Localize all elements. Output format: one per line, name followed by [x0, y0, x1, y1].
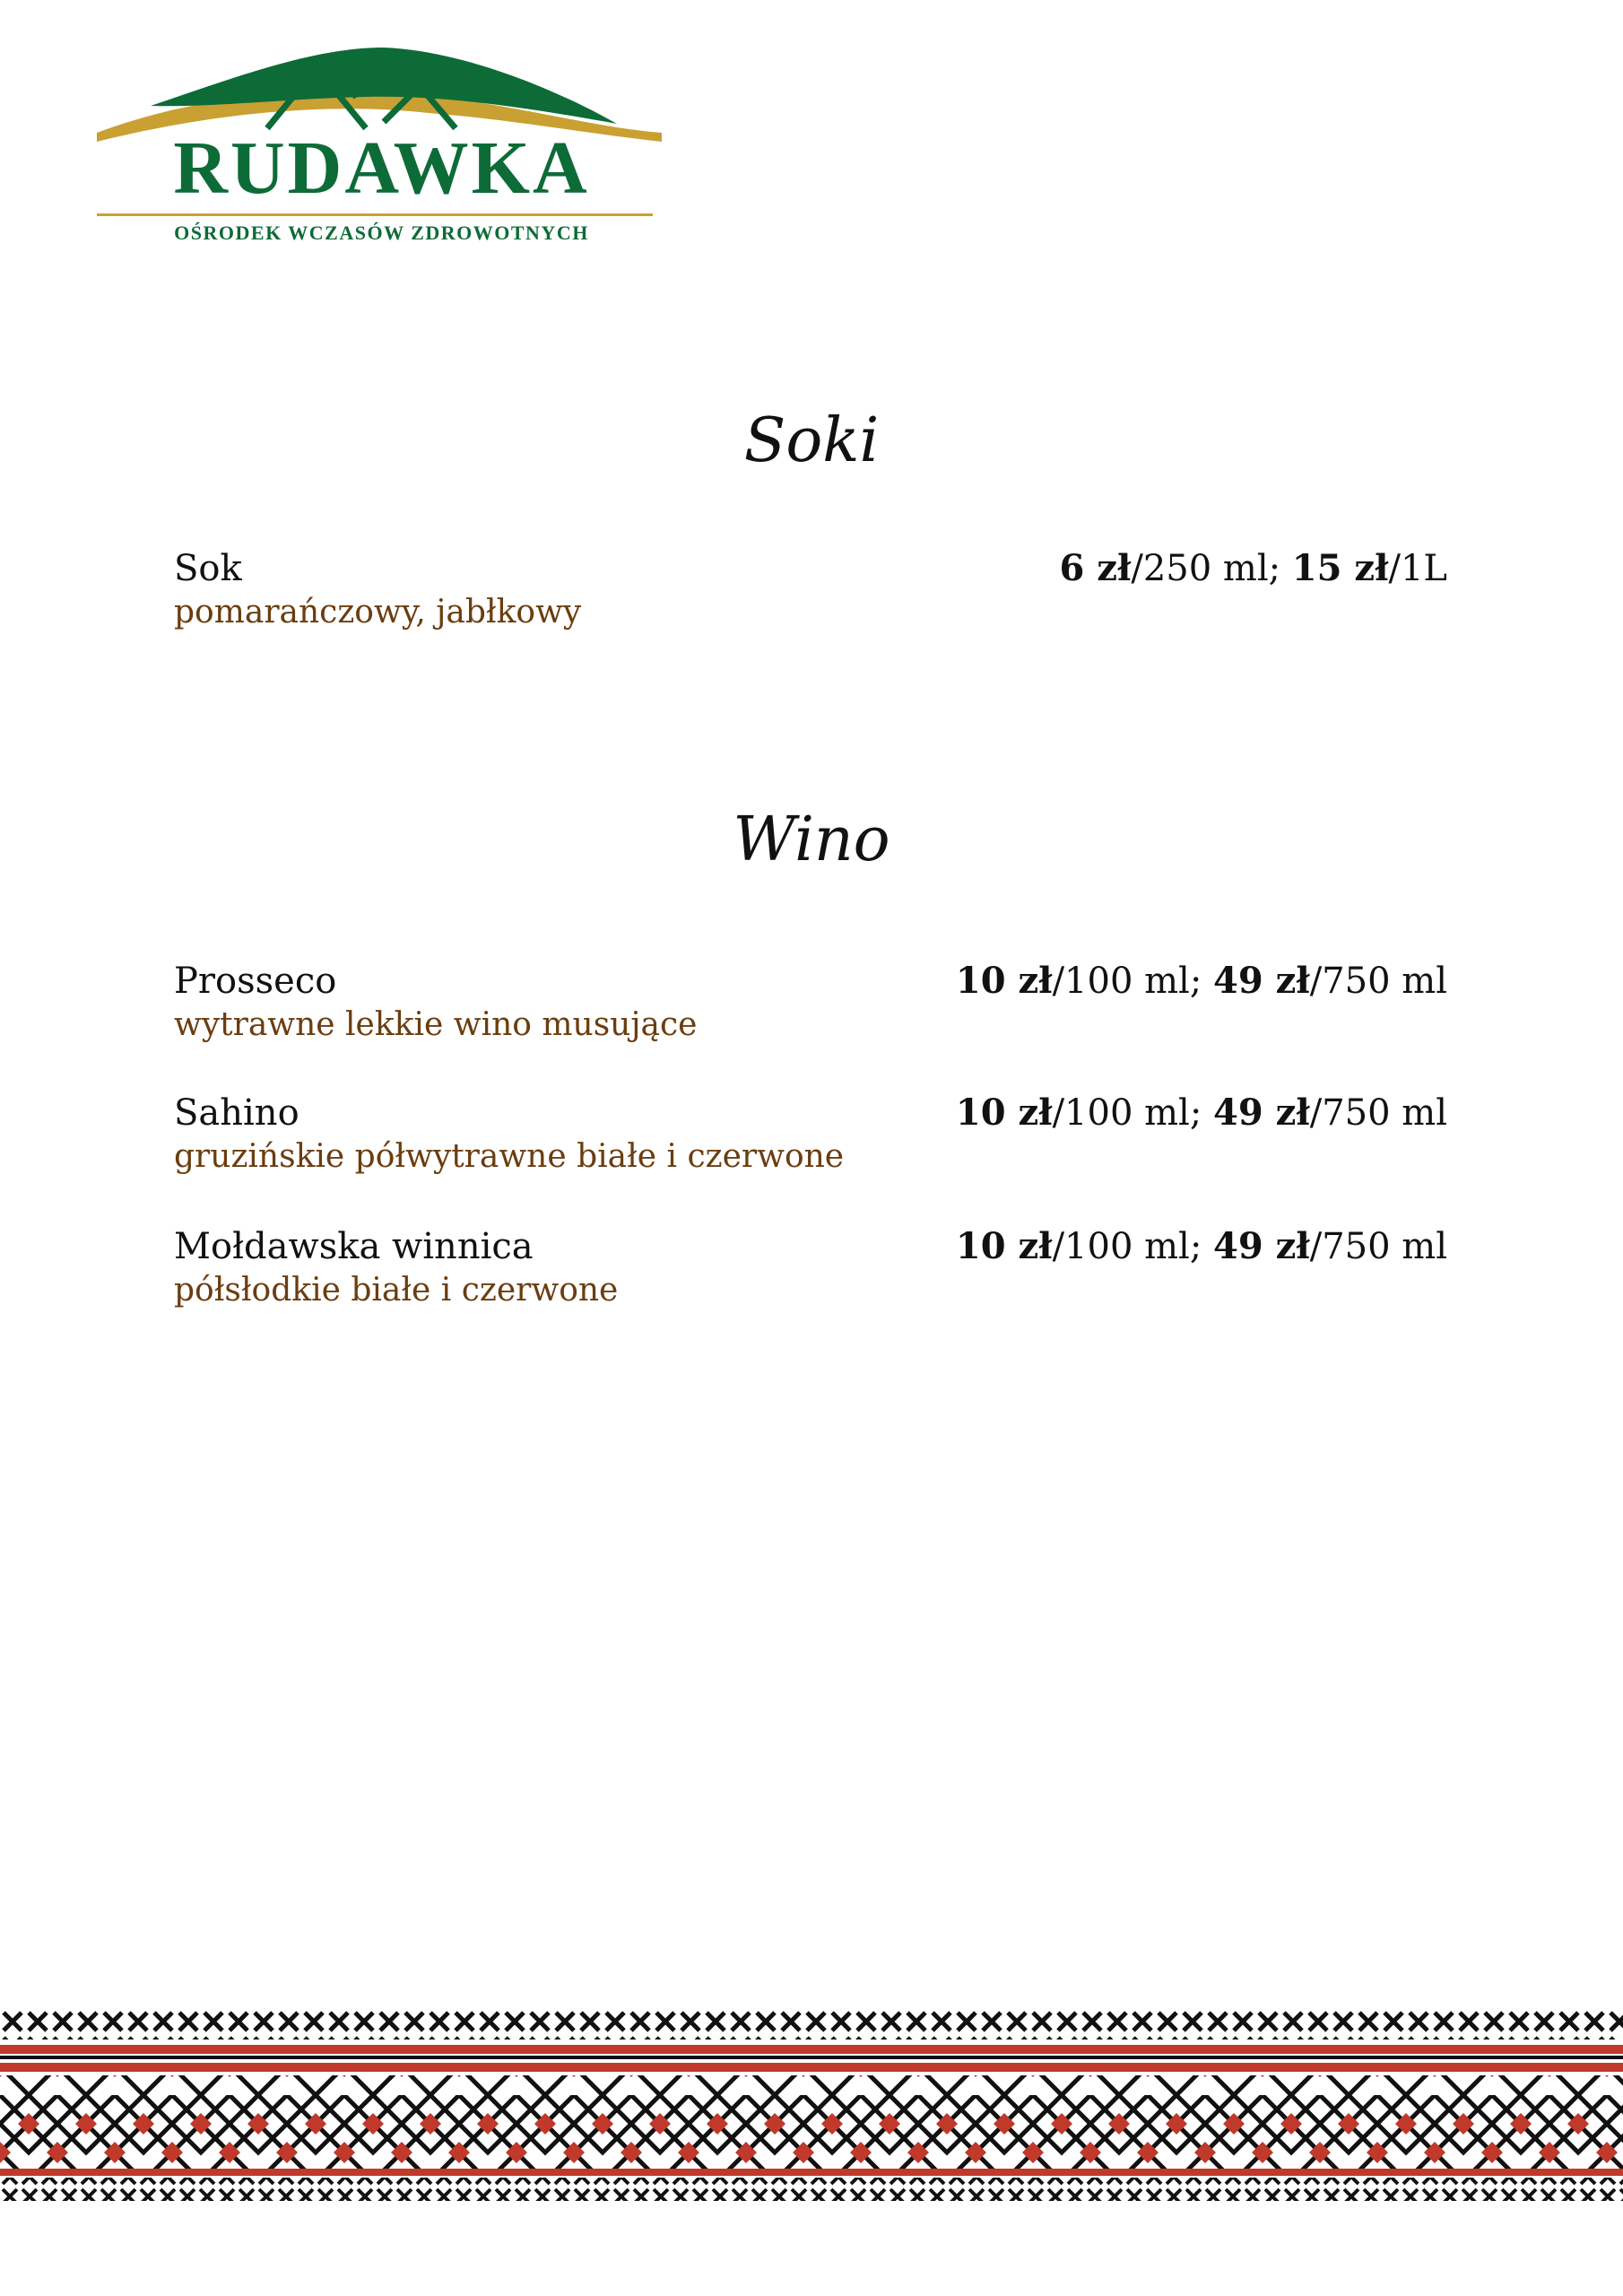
price-large: 49 zł — [1213, 1091, 1310, 1134]
unit-large: /1L — [1388, 548, 1447, 589]
menu-item — [174, 547, 1447, 632]
unit-small: /100 ml; — [1052, 961, 1214, 1002]
item-price — [956, 960, 1447, 1003]
unit-small: /100 ml; — [1052, 1226, 1214, 1267]
item-price — [1059, 547, 1447, 590]
item-name: Sok — [174, 548, 242, 589]
logo-name: RUDAWKA — [173, 126, 590, 210]
section-title-wino: Wino — [733, 804, 890, 875]
price-large: 15 zł — [1291, 547, 1389, 589]
embroidery-border — [0, 2009, 1623, 2206]
item-description: pomarańczowy, jabłkowy — [174, 594, 582, 631]
menu-item — [174, 1225, 1447, 1310]
price-large: 49 zł — [1213, 1225, 1310, 1267]
menu-item — [174, 960, 1447, 1045]
unit-large: /750 ml — [1309, 1226, 1447, 1267]
logo-subtitle: OŚRODEK WCZASÓW ZDROWOTNYCH — [174, 222, 589, 244]
item-description: gruzińskie półwytrawne białe i czerwone — [174, 1138, 845, 1175]
unit-large: /750 ml — [1309, 961, 1447, 1002]
unit-small: /250 ml; — [1131, 548, 1292, 589]
section-title-soki: Soki — [743, 405, 880, 476]
item-name: Sahino — [174, 1092, 299, 1134]
price-small: 10 zł — [955, 1225, 1053, 1267]
price-small: 10 zł — [955, 960, 1053, 1002]
menu-item — [174, 1091, 1447, 1177]
item-price — [956, 1091, 1447, 1135]
logo — [97, 43, 662, 254]
item-name: Prosseco — [174, 961, 337, 1002]
price-small: 6 zł — [1059, 547, 1132, 589]
item-description: wytrawne lekkie wino musujące — [174, 1006, 698, 1043]
item-name: Mołdawska winnica — [174, 1226, 534, 1267]
item-price — [956, 1225, 1447, 1268]
unit-large: /750 ml — [1309, 1092, 1447, 1134]
price-large: 49 zł — [1213, 960, 1310, 1002]
item-description: półsłodkie białe i czerwone — [174, 1272, 619, 1309]
price-small: 10 zł — [955, 1091, 1053, 1134]
unit-small: /100 ml; — [1052, 1092, 1214, 1134]
